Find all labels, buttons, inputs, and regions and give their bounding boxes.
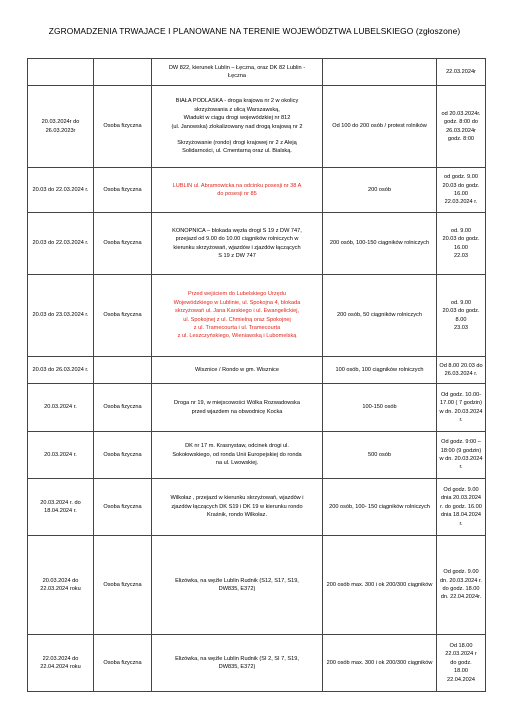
hours-cell-line: Od godz. 9:00 – [441,439,481,446]
hours-cell-line: r. do godz. 16.00 [440,503,482,510]
participants-cell: 100 osób, 100 ciągników rolniczych [323,357,437,384]
place-cell-line: przejazd od 9.00 do 10.00 ciągników rolniczych w [175,236,299,243]
place-cell [152,479,323,536]
hours-cell [437,86,486,168]
participants-cell: 200 osób, 50 ciągników rolniczych [323,275,437,357]
place-cell-line: (ul. Janowska) zlokalizowany nad drogą krajową nr 2 [171,123,303,130]
table-row [28,213,486,275]
place-cell-line: DW835, E372) [218,664,256,670]
place-cell-line: Łęczna [227,73,247,79]
date-cell [28,59,94,86]
place-cell [152,635,323,692]
participants-cell: 200 osób max. 300 i ok 200/300 ciągników [323,536,437,635]
place-cell-line: Wisznice / Rondo w gm. Wisznice [195,366,279,373]
assemblies-table [27,58,486,692]
hours-cell [437,635,486,692]
place-cell-line: S 19 z DW 747 [218,252,256,259]
date-cell: 20.03.2024 r. do 18.04.2024 r. [28,479,94,536]
hours-cell-line: 26.03.2024 r. [444,371,478,377]
place-cell [152,432,323,479]
hours-cell-line: Od godz. 9.00 [443,569,479,576]
table-row [28,432,486,479]
hours-cell [437,168,486,213]
participants-cell: 200 osób [323,168,437,213]
hours-cell-line: godz. 8:00 do [444,119,478,126]
organizer-cell: Osoba fizyczna [94,432,152,479]
table-row [28,635,486,692]
place-cell-line: z ul. Tramecourta i ul. Tramecourta [193,324,281,331]
place-cell-line: z ul. Leszczyńskiego, Wieniawską i Lubomelską [177,333,297,340]
participants-cell: 200 osób, 100- 150 ciągników rolniczych [323,479,437,536]
hours-cell-line: 23.03 [454,324,468,331]
hours-cell [437,59,486,86]
hours-cell-line: do godz. 18.00 [442,586,480,592]
date-cell: 20.03.2024 do 22.03.2024 roku [28,536,94,635]
hours-cell [437,213,486,275]
hours-cell-line: 26.03.2024r [446,127,476,134]
place-cell-line: Elizówka, na węźle Lublin Rudnik (SI 2, SI 7, S19, [175,655,299,662]
hours-cell-line: dn. 20.03.2024 r. [440,577,482,584]
participants-cell: 200 osób max. 300 i ok 200/300 ciągników [323,635,437,692]
date-cell: 22.03.2024 do 22.04.2024 roku [28,635,94,692]
place-cell-line: DW835, E372) [218,586,256,592]
place-cell-line: przed wjazdem na obwodnicę Kocka [191,408,283,415]
table-row [28,275,486,357]
organizer-cell: Osoba fizyczna [94,213,152,275]
hours-cell-line: 20.03 do godz. [442,236,480,243]
hours-cell [437,357,486,384]
place-cell-line: ul. Spokojnej z ul. Chmielną oraz Spokojnej [183,316,291,323]
hours-cell-line: Od 18.00 [449,642,473,649]
hours-cell-line: 22.03.2024r [446,68,476,75]
hours-cell-line: 16.00 [454,191,468,197]
organizer-cell [94,357,152,384]
hours-cell-line: 22.03.2024 r. [444,199,478,206]
hours-cell-line: dnia 18.04.2024 [440,512,482,519]
date-cell: 20.03.2024 r. [28,432,94,479]
table-row [28,357,486,384]
place-cell [152,384,323,432]
participants-cell: 100-150 osób [323,384,437,432]
date-cell: 20.03 do 22.03.2024 r. [28,168,94,213]
place-cell [152,357,323,384]
hours-cell-line: Od 8.00 20.03 do [439,362,483,369]
organizer-cell: Osoba fizyczna [94,536,152,635]
hours-cell-line: 16.00 [454,244,468,251]
hours-cell-line: 22.03 [454,252,468,259]
place-cell-line: zjazdów łączących DK S19 i DK 19 w kierunku rondo [171,503,303,510]
place-cell-line: Przed wejściem do Lubelskiego Urzędu [188,291,286,298]
place-cell-line: Wiadukt w ciągu drogi wojewódzkiej nr 812 [183,115,291,122]
table-row [28,59,486,86]
hours-cell-line: 17.00 ( 7 godzin) [440,400,482,407]
hours-cell-line: 22.03.2024 r [445,651,477,658]
table-row [28,168,486,213]
date-cell: 20.03.2024 r. [28,384,94,432]
place-cell-line: kierunku skrzyżowań, wjazdów i zjazdów łączących [173,244,301,251]
organizer-cell [94,59,152,86]
hours-cell-line: godz. 8:00 [447,135,475,142]
hours-cell-line: 20.03 do godz. [442,308,480,315]
hours-cell-line: 22.04.2024 [447,676,475,683]
participants-cell: 200 osób, 100-150 ciągników rolniczych [323,213,437,275]
table-row [28,86,486,168]
hours-cell [437,479,486,536]
place-cell-line: Skrzyżowanie (rondo) drogi krajowej nr 2 z Aleją [177,139,297,146]
place-cell-line: KONOPNICA – blokada węzła drogi S 19 z DW 747, [172,227,302,234]
hours-cell-line: od. 9.00 [450,227,472,234]
participants-cell: Od 100 do 200 osób / protest rolników [323,86,437,168]
place-cell [152,275,323,357]
place-cell [152,86,323,168]
place-cell-line: Elizówka, na węźle Lublin Rudnik (S12, S17, S19, [175,577,299,584]
organizer-cell: Osoba fizyczna [94,635,152,692]
hours-cell-line: dnia 20.03.2024 [440,495,482,502]
hours-cell-line: od. 9.00 [450,299,472,306]
organizer-cell: Osoba fizyczna [94,384,152,432]
participants-cell: 500 osób [323,432,437,479]
date-cell: 20.03 do 23.03.2024 r. [28,275,94,357]
hours-cell-line: do godz. [450,659,472,666]
place-cell-line: Solidarności, ul. Cmentarną oraz ul. Bialską. [182,148,292,155]
hours-cell-line: w dn. 20.03.2024 [439,408,483,415]
organizer-cell: Osoba fizyczna [94,168,152,213]
hours-cell-line: r. [459,416,463,423]
page-title: ZGROMADZENIA TRWAJACE I PLANOWANE NA TERENIE WOJEWÓDZTWA LUBELSKIEGO (zgłoszone) [48,26,461,36]
table-row [28,479,486,536]
place-cell-line: skrzyżowania z ulicą Warszawską, [194,106,280,113]
organizer-cell: Osoba fizyczna [94,479,152,536]
date-cell: 20.03 do 26.03.2024 r. [28,357,94,384]
date-cell: 20.03.2024r do 26.03.2023r [28,86,94,168]
place-cell [152,536,323,635]
place-cell-line: DK nr 17 m. Krasnystaw, odcinek drogi ul. [185,443,289,450]
participants-cell [323,59,437,86]
place-cell-line: DW 822, kierunek Lublin – Łęczna, oraz DK 82 Lublin - [168,64,306,71]
hours-cell-line: 18.00 [454,668,468,675]
place-cell [152,59,323,86]
place-cell [152,168,323,213]
place-cell-line: Wojewódzkiego w Lublinie, ul. Spokojna 4, blokada [173,299,301,306]
hours-cell-line: 20.03 do godz. [442,182,480,189]
place-cell-line: skrzyżowań ul. Jana Karskiego i ul. Ewangelickiej, [174,308,300,315]
hours-cell [437,432,486,479]
hours-cell-line: od godz. 9.00 [444,174,478,181]
hours-cell-line: 18:00 (9 godzin) [440,447,482,454]
table-row [28,536,486,635]
table-row [28,384,486,432]
hours-cell [437,384,486,432]
hours-cell-line: Od godz. 10.00- [440,391,482,398]
place-cell-line: do posesji nr 85 [217,191,257,197]
hours-cell-line: r. [459,520,463,527]
place-cell-line: na ul. Lwowskiej. [215,460,259,467]
place-cell-line: Droga nr 19, w miejscowości Wólka Rozwadowska [174,400,300,407]
place-cell-line: Kraśnik, rondo Wilkołaz. [207,512,267,519]
place-cell-line [154,131,320,139]
date-cell: 20.03 do 22.03.2024 r. [28,213,94,275]
place-cell-line: Wilkołaz , przejazd w kierunku skrzyżowań, wjazdów i [170,495,304,502]
hours-cell [437,275,486,357]
place-cell [152,213,323,275]
hours-cell-line: Od godz. 9.00 [443,486,479,493]
hours-cell-line: dn. 22.04.2024r. [440,594,482,601]
hours-cell-line: od 20.03.2024r. [441,110,481,117]
hours-cell-line: 8.00 [455,316,467,323]
organizer-cell: Osoba fizyczna [94,275,152,357]
hours-cell-line: w dn. 20.03.2024 [439,456,483,462]
hours-cell-line: r. [459,464,463,471]
organizer-cell: Osoba fizyczna [94,86,152,168]
place-cell-line: BIAŁA PODLASKA - droga krajowa nr 2 w okolicy [175,98,299,105]
hours-cell [437,536,486,635]
place-cell-line: Sokołowskiego, od ronda Unii Europejskiej do ronda [172,451,302,458]
place-cell-line: LUBLIN ul. Abramowicka na odcinku posesji nr 38 A [172,182,302,189]
